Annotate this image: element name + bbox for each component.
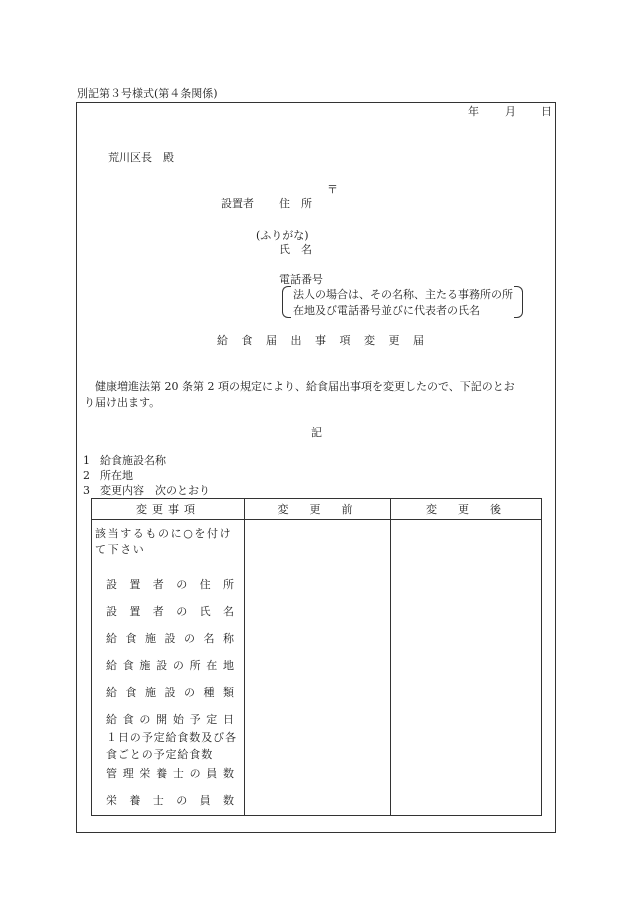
item-number: 2 xyxy=(83,469,90,482)
change-item-meal-count: １日の予定給食数及び各食ごとの予定給食数 xyxy=(106,731,237,761)
change-item-address: 設置者の住所 xyxy=(106,578,234,591)
left-bracket xyxy=(282,286,291,318)
item-text: 給食施設名称 xyxy=(100,454,166,467)
date-month: 月 xyxy=(505,105,516,118)
item-text: 変更内容 次のとおり xyxy=(100,484,210,497)
instruction-line2: て下さい xyxy=(95,543,146,556)
corp-note-line2: 在地及び電話番号並びに代表者の氏名 xyxy=(293,304,480,317)
item-2 xyxy=(83,467,133,483)
change-item-dietitian: 栄養士の員数 xyxy=(106,794,234,807)
date-day: 日 xyxy=(541,105,552,118)
form-caption: 別記第３号様式(第４条関係) xyxy=(77,87,218,100)
change-item-facility-name: 給食施設の名称 xyxy=(106,632,234,645)
date-year: 年 xyxy=(468,105,479,118)
change-item-facility-type: 給食施設の種類 xyxy=(106,686,234,699)
item-1 xyxy=(83,452,166,468)
furigana-label: (ふりがな) xyxy=(256,229,309,242)
header-before: 変 更 前 xyxy=(245,499,391,520)
after-cell[interactable] xyxy=(391,520,542,816)
postal-mark: 〒 xyxy=(327,183,338,196)
table-row xyxy=(92,520,542,816)
change-item-name: 設置者の氏名 xyxy=(106,605,234,618)
applicant-label: 設置者 xyxy=(221,197,254,210)
change-item-registered-dietitian: 管理栄養士の員数 xyxy=(106,767,234,780)
body-line2: り届け出ます。 xyxy=(84,396,161,409)
phone-label: 電話番号 xyxy=(279,273,323,286)
item-number: 1 xyxy=(83,454,90,467)
table-header-row xyxy=(92,499,542,520)
name-label: 氏 名 xyxy=(279,243,312,256)
body-line1: 健康増進法第 20 条第 2 項の規定により、給食届出事項を変更したので、下記のとお xyxy=(95,380,515,393)
change-item-start-date: 給食の開始予定日 xyxy=(106,713,234,726)
addressee: 荒川区長 殿 xyxy=(108,151,174,164)
change-item-cell xyxy=(92,520,245,816)
item-3 xyxy=(83,482,210,498)
address-label: 住 所 xyxy=(279,197,312,210)
right-bracket xyxy=(514,286,523,318)
change-item-facility-location: 給食施設の所在地 xyxy=(106,659,234,672)
form-title: 給食届出事項変更届 xyxy=(217,334,438,347)
ki-heading: 記 xyxy=(311,426,322,439)
header-change-item: 変更事項 xyxy=(92,499,245,520)
item-number: 3 xyxy=(83,484,90,497)
item-text: 所在地 xyxy=(100,469,133,482)
before-cell[interactable] xyxy=(245,520,391,816)
header-after: 変 更 後 xyxy=(391,499,542,520)
corp-note-line1: 法人の場合は、その名称、主たる事務所の所 xyxy=(293,288,513,301)
changes-table xyxy=(91,498,542,816)
instruction-line1: 該当するものに○を付け xyxy=(95,527,233,540)
